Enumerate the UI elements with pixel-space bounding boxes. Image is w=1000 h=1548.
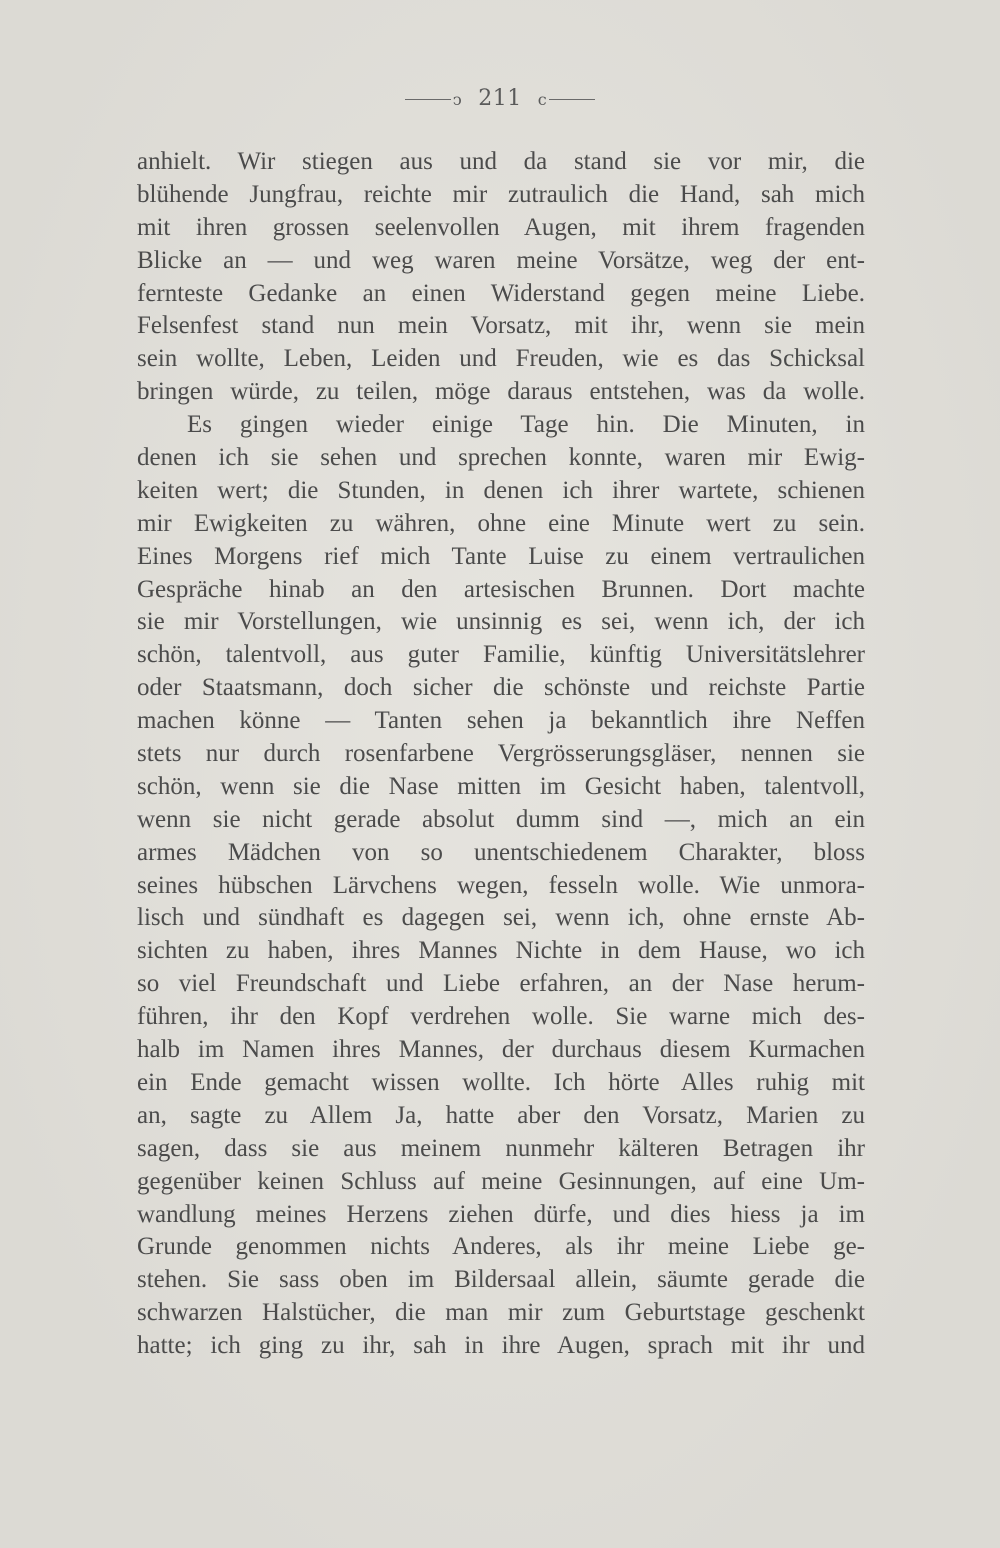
text-line: bringen würde, zu teilen, möge daraus entstehen, was da wolle. bbox=[137, 378, 865, 406]
text-line: stets nur durch rosenfarbene Vergrösserungsgläser, nennen sie bbox=[137, 740, 865, 768]
page-header bbox=[0, 86, 1000, 111]
text-line: blühende Jungfrau, reichte mir zutraulich die Hand, sah mich bbox=[137, 180, 865, 208]
text-line: sein wollte, Leben, Leiden und Freuden, wie es das Schicksal bbox=[137, 345, 865, 373]
text-line: ein Ende gemacht wissen wollte. Ich hörte Alles ruhig mit bbox=[137, 1068, 865, 1096]
text-line: Felsenfest stand nun mein Vorsatz, mit ihr, wenn sie mein bbox=[137, 312, 865, 340]
text-line: gegenüber keinen Schluss auf meine Gesinnungen, auf eine Um- bbox=[137, 1167, 865, 1195]
text-line: seines hübschen Lärvchens wegen, fesseln wolle. Wie unmora- bbox=[137, 871, 865, 899]
text-line: mir Ewigkeiten zu währen, ohne eine Minute wert zu sein. bbox=[137, 509, 865, 537]
text-line: halb im Namen ihres Mannes, der durchaus diesem Kurmachen bbox=[137, 1036, 865, 1064]
text-line: so viel Freundschaft und Liebe erfahren, an der Nase herum- bbox=[137, 970, 865, 998]
paragraph-start-line: Es gingen wieder einige Tage hin. Die Minuten, in bbox=[187, 411, 865, 439]
text-line: oder Staatsmann, doch sicher die schönste und reichste Partie bbox=[137, 674, 865, 702]
header-rule-right bbox=[549, 99, 595, 100]
text-line: keiten wert; die Stunden, in denen ich ihrer wartete, schienen bbox=[137, 476, 865, 504]
text-line: mit ihren grossen seelenvollen Augen, mit ihrem fragenden bbox=[137, 213, 865, 241]
text-line: hatte; ich ging zu ihr, sah in ihre Augen, sprach mit ihr und bbox=[137, 1332, 865, 1360]
text-line: Eines Morgens rief mich Tante Luise zu einem vertraulichen bbox=[137, 542, 865, 570]
text-line: sagen, dass sie aus meinem nunmehr kälteren Betragen ihr bbox=[137, 1134, 865, 1162]
header-rule-left bbox=[405, 99, 451, 100]
text-line: schön, wenn sie die Nase mitten im Gesicht haben, talentvoll, bbox=[137, 772, 865, 800]
text-line: schwarzen Halstücher, die man mir zum Geburtstage geschenkt bbox=[137, 1299, 865, 1327]
header-left-ornament: ↄ bbox=[452, 90, 463, 109]
text-line: fernteste Gedanke an einen Widerstand gegen meine Liebe. bbox=[137, 279, 865, 307]
text-line: wandlung meines Herzens ziehen dürfe, und dies hiess ja im bbox=[137, 1200, 865, 1228]
text-line: sichten zu haben, ihres Mannes Nichte in dem Hause, wo ich bbox=[137, 937, 865, 965]
page-number: 211 bbox=[478, 86, 522, 111]
text-line: sie mir Vorstellungen, wie unsinnig es sei, wenn ich, der ich bbox=[137, 608, 865, 636]
text-line: machen könne — Tanten sehen ja bekanntlich ihre Neffen bbox=[137, 707, 865, 735]
text-line: anhielt. Wir stiegen aus und da stand sie vor mir, die bbox=[137, 148, 865, 175]
text-line: führen, ihr den Kopf verdrehen wolle. Sie warne mich des- bbox=[137, 1003, 865, 1031]
text-line: schön, talentvoll, aus guter Familie, künftig Universitätslehrer bbox=[137, 641, 865, 669]
header-right-ornament: c bbox=[537, 90, 548, 109]
text-line: an, sagte zu Allem Ja, hatte aber den Vorsatz, Marien zu bbox=[137, 1101, 865, 1129]
text-line: stehen. Sie sass oben im Bildersaal allein, säumte gerade die bbox=[137, 1266, 865, 1294]
text-line: lisch und sündhaft es dagegen sei, wenn ich, ohne ernste Ab- bbox=[137, 904, 865, 932]
body-text bbox=[137, 146, 865, 1363]
text-line: armes Mädchen von so unentschiedenem Charakter, bloss bbox=[137, 838, 865, 866]
text-line: denen ich sie sehen und sprechen konnte, waren mir Ewig- bbox=[137, 444, 865, 472]
text-line: Grunde genommen nichts Anderes, als ihr meine Liebe ge- bbox=[137, 1233, 865, 1261]
text-line: Blicke an — und weg waren meine Vorsätze, weg der ent- bbox=[137, 246, 865, 274]
text-line: Gespräche hinab an den artesischen Brunnen. Dort machte bbox=[137, 575, 865, 603]
text-line: wenn sie nicht gerade absolut dumm sind —, mich an ein bbox=[137, 805, 865, 833]
